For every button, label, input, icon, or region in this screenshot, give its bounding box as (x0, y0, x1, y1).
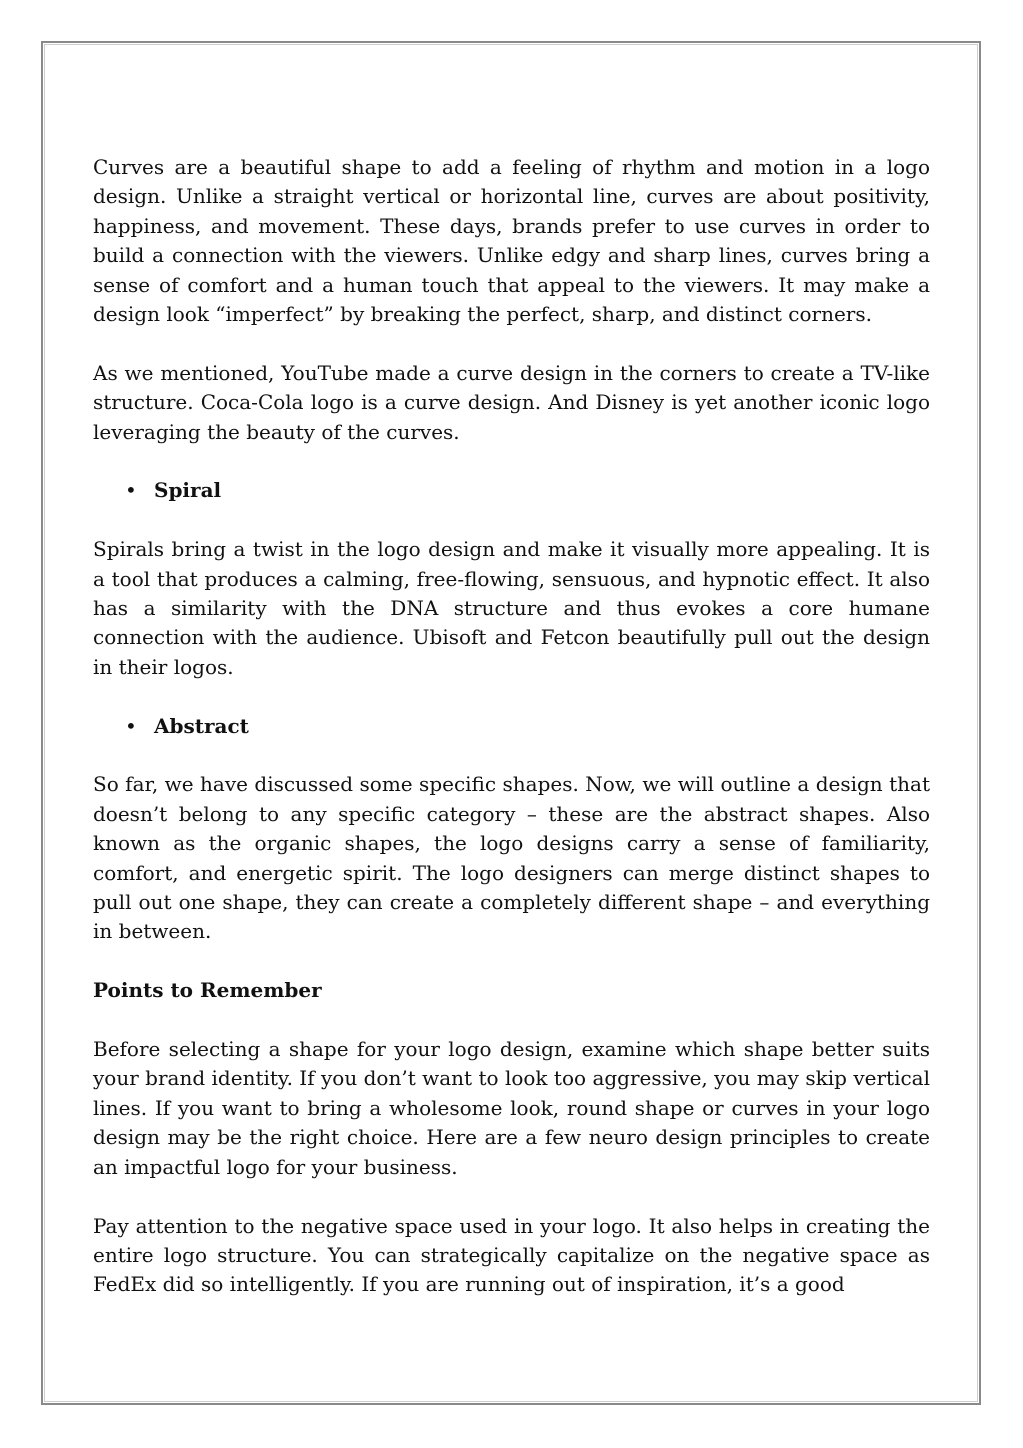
heading-points-to-remember: Points to Remember (93, 978, 322, 1003)
bullet-label-spiral: Spiral (154, 478, 222, 503)
bullet-item-abstract (93, 712, 930, 741)
document-body (93, 153, 930, 1300)
bullet-label-abstract: Abstract (154, 713, 249, 738)
bullet-marker: • (125, 713, 137, 738)
paragraph-abstract: So far, we have discussed some specific shapes. Now, we will outline a design that doesn’t belong to any specific category – these are the abstract shapes. Also known as the organic shapes, the logo designs carry a sense of familiarity, comfort, and energetic spirit. The logo designers can merge distinct shapes to pull out one shape, they can create a completely different shape – and everything in between. (93, 772, 930, 944)
bullet-item-spiral (93, 476, 930, 505)
paragraph-curves: Curves are a beautiful shape to add a feeling of rhythm and motion in a logo design. Unlike a straight vertical or horizontal line, curves are about positivity, happiness, and movement. These days, brands prefer to use curves in order to build a connection with the viewers. Unlike edgy and sharp lines, curves bring a sense of comfort and a human touch that appeal to the viewers. It may make a design look “imperfect” by breaking the perfect, sharp, and distinct corners. (93, 155, 930, 327)
bullet-marker: • (125, 478, 137, 503)
paragraph-curve-examples: As we mentioned, YouTube made a curve design in the corners to create a TV-like structure. Coca-Cola logo is a curve design. And Disney is yet another iconic logo leveraging the beauty of the curves. (93, 360, 930, 444)
paragraph-negative-space: Pay attention to the negative space used in your logo. It also helps in creating the entire logo structure. You can strategically capitalize on the negative space as FedEx did so intelligently. If you are running out of inspiration, it’s a good (93, 1213, 930, 1297)
paragraph-spiral: Spirals bring a twist in the logo design and make it visually more appealing. It is a tool that produces a calming, free-flowing, sensuous, and hypnotic effect. It also has a similarity with the DNA structure and thus evokes a core humane connection with the audience. Ubisoft and Fetcon beautifully pull out the design in their logos. (93, 537, 930, 679)
paragraph-before-selecting: Before selecting a shape for your logo design, examine which shape better suits your brand identity. If you don’t want to look too aggressive, you may skip vertical lines. If you want to bring a wholesome look, round shape or curves in your logo design may be the right choice. Here are a few neuro design principles to create an impactful logo for your business. (93, 1037, 930, 1179)
